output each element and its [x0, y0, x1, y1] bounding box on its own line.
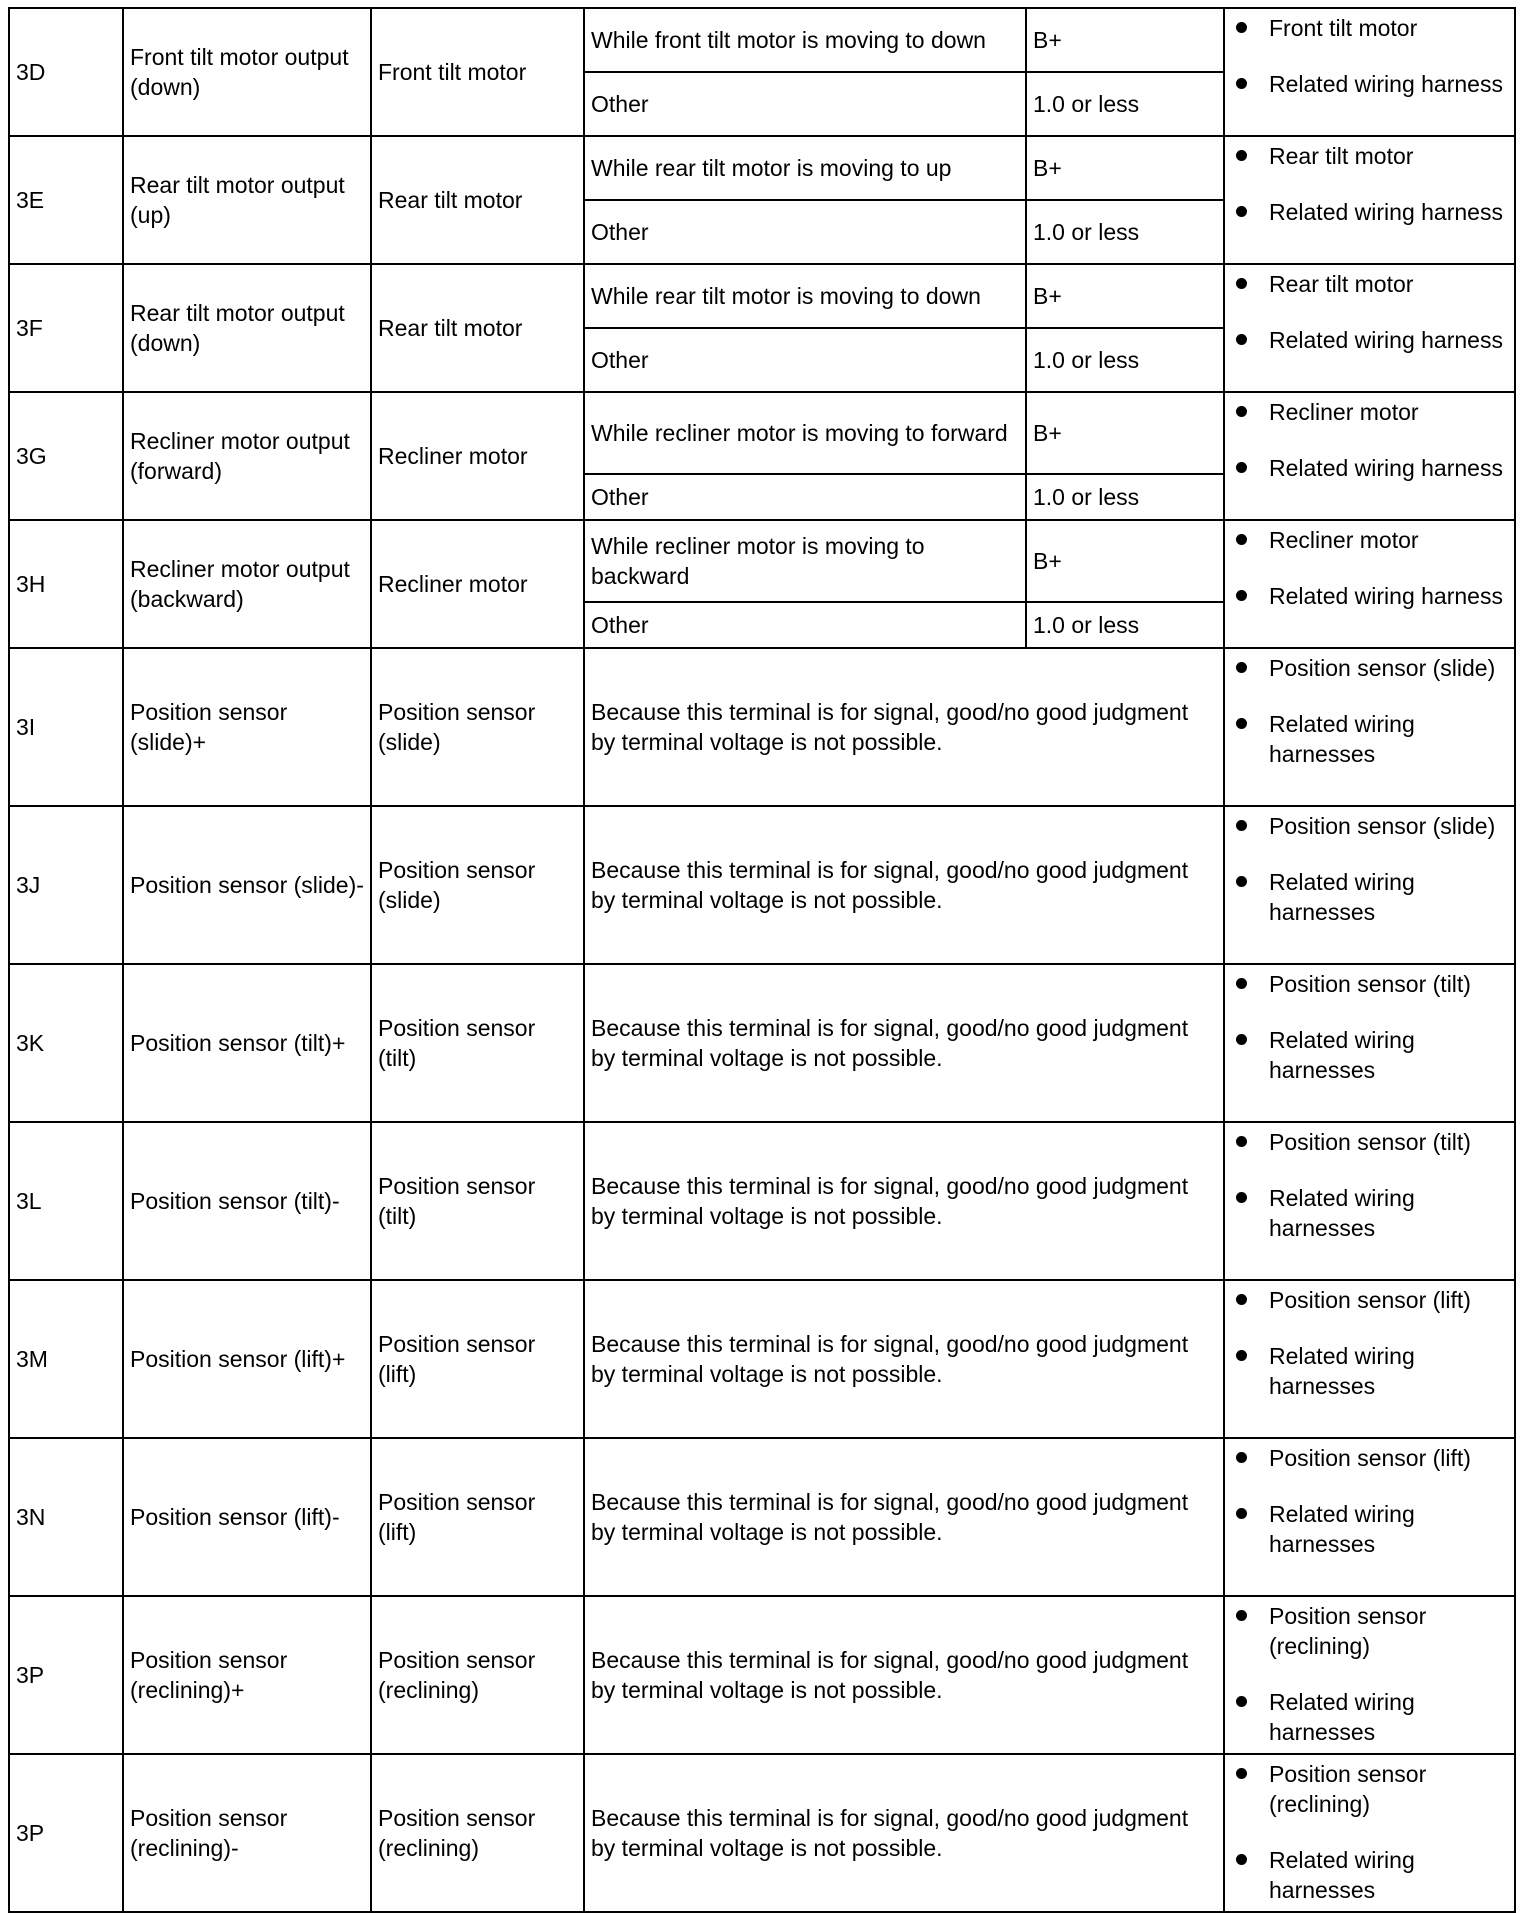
check-part-item: Position sensor (reclining)	[1269, 1759, 1508, 1819]
check-parts-cell	[1224, 136, 1515, 264]
check-parts-cell	[1224, 648, 1515, 806]
component-cell: Position sensor (lift)	[371, 1280, 584, 1438]
check-part-item: Related wiring harness	[1269, 581, 1508, 611]
terminal-cell: 3I	[9, 648, 123, 806]
check-parts-cell	[1224, 392, 1515, 520]
condition-cell: While front tilt motor is moving to down	[584, 8, 1026, 72]
check-part-item: Front tilt motor	[1269, 13, 1508, 43]
value-cell: B+	[1026, 136, 1224, 200]
description-cell: Recliner motor output (backward)	[123, 520, 371, 648]
terminal-inspection-table	[8, 7, 1516, 1913]
check-part-item: Position sensor (slide)	[1269, 811, 1508, 841]
description-cell: Position sensor (lift)+	[123, 1280, 371, 1438]
check-part-item: Related wiring harnesses	[1269, 867, 1508, 927]
signal-note-cell: Because this terminal is for signal, good/no good judgment by terminal voltage is not possible.	[584, 806, 1224, 964]
description-cell: Position sensor (slide)-	[123, 806, 371, 964]
terminal-cell: 3L	[9, 1122, 123, 1280]
terminal-cell: 3J	[9, 806, 123, 964]
check-part-item: Related wiring harnesses	[1269, 1499, 1508, 1559]
check-part-item: Related wiring harness	[1269, 325, 1508, 355]
check-part-item: Position sensor (lift)	[1269, 1285, 1508, 1315]
check-parts-cell	[1224, 8, 1515, 136]
terminal-cell: 3D	[9, 8, 123, 136]
signal-note-cell: Because this terminal is for signal, good/no good judgment by terminal voltage is not possible.	[584, 648, 1224, 806]
condition-cell: While recliner motor is moving to forward	[584, 392, 1026, 474]
signal-note-cell: Because this terminal is for signal, good/no good judgment by terminal voltage is not possible.	[584, 964, 1224, 1122]
check-part-item: Related wiring harnesses	[1269, 1025, 1508, 1085]
check-part-item: Related wiring harnesses	[1269, 1845, 1508, 1905]
component-cell: Position sensor (reclining)	[371, 1596, 584, 1754]
signal-note-cell: Because this terminal is for signal, good/no good judgment by terminal voltage is not possible.	[584, 1754, 1224, 1912]
check-parts-cell	[1224, 806, 1515, 964]
terminal-cell: 3P	[9, 1754, 123, 1912]
signal-note-cell: Because this terminal is for signal, good/no good judgment by terminal voltage is not possible.	[584, 1280, 1224, 1438]
value-cell: 1.0 or less	[1026, 200, 1224, 264]
check-part-item: Position sensor (slide)	[1269, 653, 1508, 683]
description-cell: Front tilt motor output (down)	[123, 8, 371, 136]
value-cell: B+	[1026, 520, 1224, 602]
condition-cell: While recliner motor is moving to backward	[584, 520, 1026, 602]
component-cell: Position sensor (lift)	[371, 1438, 584, 1596]
terminal-cell: 3E	[9, 136, 123, 264]
signal-note-cell: Because this terminal is for signal, good/no good judgment by terminal voltage is not possible.	[584, 1596, 1224, 1754]
check-part-item: Position sensor (tilt)	[1269, 1127, 1508, 1157]
check-parts-cell	[1224, 264, 1515, 392]
value-cell: 1.0 or less	[1026, 328, 1224, 392]
component-cell: Position sensor (tilt)	[371, 964, 584, 1122]
check-part-item: Recliner motor	[1269, 397, 1508, 427]
terminal-cell: 3H	[9, 520, 123, 648]
check-part-item: Position sensor (tilt)	[1269, 969, 1508, 999]
description-cell: Rear tilt motor output (down)	[123, 264, 371, 392]
check-parts-cell	[1224, 520, 1515, 648]
check-parts-cell	[1224, 1280, 1515, 1438]
component-cell: Recliner motor	[371, 520, 584, 648]
terminal-cell: 3M	[9, 1280, 123, 1438]
check-part-item: Related wiring harness	[1269, 453, 1508, 483]
value-cell: 1.0 or less	[1026, 474, 1224, 520]
value-cell: 1.0 or less	[1026, 72, 1224, 136]
check-part-item: Position sensor (lift)	[1269, 1443, 1508, 1473]
check-part-item: Related wiring harness	[1269, 197, 1508, 227]
condition-cell: Other	[584, 328, 1026, 392]
description-cell: Recliner motor output (forward)	[123, 392, 371, 520]
component-cell: Position sensor (reclining)	[371, 1754, 584, 1912]
check-parts-cell	[1224, 1596, 1515, 1754]
signal-note-cell: Because this terminal is for signal, good/no good judgment by terminal voltage is not possible.	[584, 1438, 1224, 1596]
check-part-item: Recliner motor	[1269, 525, 1508, 555]
check-part-item: Related wiring harnesses	[1269, 709, 1508, 769]
signal-note-cell: Because this terminal is for signal, good/no good judgment by terminal voltage is not possible.	[584, 1122, 1224, 1280]
check-parts-cell	[1224, 1122, 1515, 1280]
description-cell: Position sensor (tilt)-	[123, 1122, 371, 1280]
check-parts-cell	[1224, 1754, 1515, 1912]
description-cell: Position sensor (slide)+	[123, 648, 371, 806]
value-cell: B+	[1026, 8, 1224, 72]
component-cell: Rear tilt motor	[371, 136, 584, 264]
condition-cell: While rear tilt motor is moving to down	[584, 264, 1026, 328]
terminal-cell: 3P	[9, 1596, 123, 1754]
description-cell: Position sensor (tilt)+	[123, 964, 371, 1122]
component-cell: Front tilt motor	[371, 8, 584, 136]
condition-cell: While rear tilt motor is moving to up	[584, 136, 1026, 200]
condition-cell: Other	[584, 602, 1026, 648]
component-cell: Position sensor (tilt)	[371, 1122, 584, 1280]
description-cell: Position sensor (reclining)+	[123, 1596, 371, 1754]
terminal-cell: 3G	[9, 392, 123, 520]
check-parts-cell	[1224, 964, 1515, 1122]
component-cell: Position sensor (slide)	[371, 648, 584, 806]
check-part-item: Position sensor (reclining)	[1269, 1601, 1508, 1661]
check-part-item: Related wiring harnesses	[1269, 1341, 1508, 1401]
value-cell: B+	[1026, 392, 1224, 474]
check-part-item: Rear tilt motor	[1269, 141, 1508, 171]
component-cell: Rear tilt motor	[371, 264, 584, 392]
check-part-item: Related wiring harnesses	[1269, 1183, 1508, 1243]
check-parts-cell	[1224, 1438, 1515, 1596]
condition-cell: Other	[584, 474, 1026, 520]
description-cell: Rear tilt motor output (up)	[123, 136, 371, 264]
terminal-cell: 3F	[9, 264, 123, 392]
description-cell: Position sensor (reclining)-	[123, 1754, 371, 1912]
condition-cell: Other	[584, 72, 1026, 136]
value-cell: 1.0 or less	[1026, 602, 1224, 648]
terminal-cell: 3N	[9, 1438, 123, 1596]
check-part-item: Related wiring harnesses	[1269, 1687, 1508, 1747]
check-part-item: Rear tilt motor	[1269, 269, 1508, 299]
condition-cell: Other	[584, 200, 1026, 264]
component-cell: Position sensor (slide)	[371, 806, 584, 964]
description-cell: Position sensor (lift)-	[123, 1438, 371, 1596]
check-part-item: Related wiring harness	[1269, 69, 1508, 99]
value-cell: B+	[1026, 264, 1224, 328]
terminal-cell: 3K	[9, 964, 123, 1122]
component-cell: Recliner motor	[371, 392, 584, 520]
